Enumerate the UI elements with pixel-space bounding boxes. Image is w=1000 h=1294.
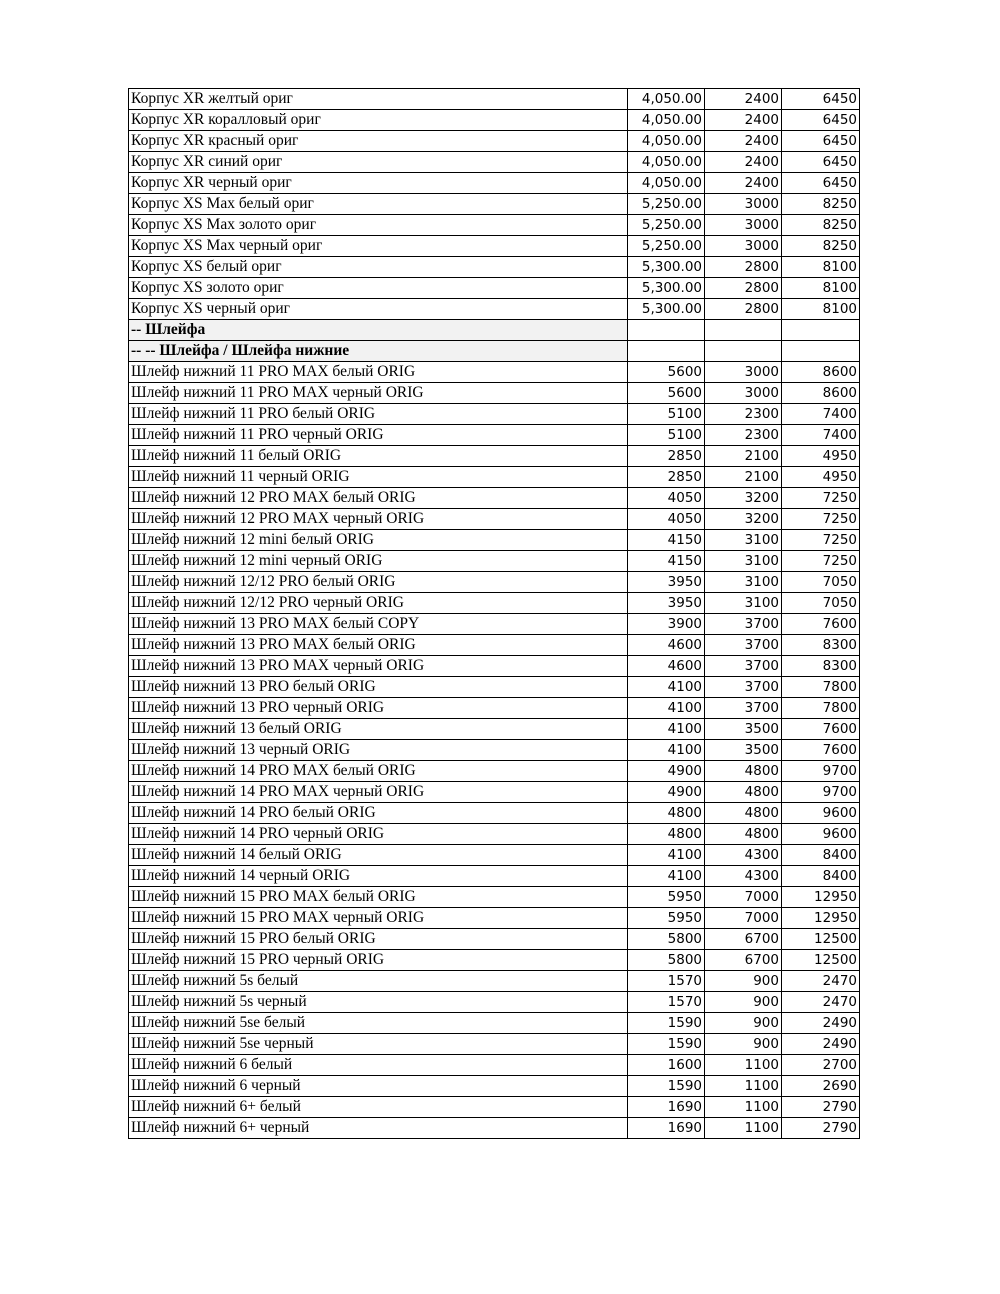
table-row bbox=[129, 89, 860, 110]
markup-cell: 3000 bbox=[705, 362, 782, 383]
section-header-row bbox=[129, 341, 860, 362]
markup-cell: 2400 bbox=[705, 110, 782, 131]
markup-cell: 900 bbox=[705, 971, 782, 992]
markup-cell: 3000 bbox=[705, 215, 782, 236]
total-cell: 7400 bbox=[782, 425, 860, 446]
total-cell: 8600 bbox=[782, 362, 860, 383]
table-row bbox=[129, 656, 860, 677]
price-cell: 4,050.00 bbox=[628, 89, 705, 110]
total-cell: 7600 bbox=[782, 719, 860, 740]
table-row bbox=[129, 152, 860, 173]
total-cell: 6450 bbox=[782, 173, 860, 194]
price-cell: 4100 bbox=[628, 740, 705, 761]
item-name-cell: Шлейф нижний 6 черный bbox=[129, 1076, 628, 1097]
markup-cell: 3700 bbox=[705, 698, 782, 719]
price-cell: 4900 bbox=[628, 761, 705, 782]
markup-cell: 900 bbox=[705, 1013, 782, 1034]
total-cell: 9600 bbox=[782, 824, 860, 845]
markup-cell: 3200 bbox=[705, 509, 782, 530]
markup-cell: 2100 bbox=[705, 467, 782, 488]
price-cell: 5600 bbox=[628, 383, 705, 404]
total-cell: 7600 bbox=[782, 614, 860, 635]
item-name-cell: Корпус XS золото ориг bbox=[129, 278, 628, 299]
table-row bbox=[129, 992, 860, 1013]
table-row bbox=[129, 257, 860, 278]
price-cell: 5,300.00 bbox=[628, 278, 705, 299]
total-cell: 2490 bbox=[782, 1013, 860, 1034]
price-cell: 4050 bbox=[628, 509, 705, 530]
markup-cell: 2100 bbox=[705, 446, 782, 467]
table-row bbox=[129, 971, 860, 992]
markup-cell: 2800 bbox=[705, 278, 782, 299]
table-row bbox=[129, 824, 860, 845]
item-name-cell: Шлейф нижний 14 черный ORIG bbox=[129, 866, 628, 887]
markup-cell: 3700 bbox=[705, 614, 782, 635]
table-row bbox=[129, 425, 860, 446]
price-cell: 4800 bbox=[628, 803, 705, 824]
markup-cell: 3700 bbox=[705, 635, 782, 656]
price-cell: 5,300.00 bbox=[628, 299, 705, 320]
markup-cell: 3100 bbox=[705, 530, 782, 551]
total-cell: 6450 bbox=[782, 110, 860, 131]
table-row bbox=[129, 572, 860, 593]
markup-cell: 2400 bbox=[705, 131, 782, 152]
price-cell: 4100 bbox=[628, 677, 705, 698]
markup-cell: 1100 bbox=[705, 1097, 782, 1118]
table-row bbox=[129, 908, 860, 929]
item-name-cell: Шлейф нижний 11 PRO белый ORIG bbox=[129, 404, 628, 425]
item-name-cell: Шлейф нижний 13 PRO черный ORIG bbox=[129, 698, 628, 719]
table-row bbox=[129, 719, 860, 740]
item-name-cell: Шлейф нижний 5se черный bbox=[129, 1034, 628, 1055]
item-name-cell: Шлейф нижний 6+ черный bbox=[129, 1118, 628, 1139]
table-row bbox=[129, 551, 860, 572]
item-name-cell: Шлейф нижний 13 PRO MAX белый COPY bbox=[129, 614, 628, 635]
table-row bbox=[129, 1013, 860, 1034]
item-name-cell: Шлейф нижний 14 PRO белый ORIG bbox=[129, 803, 628, 824]
markup-cell: 1100 bbox=[705, 1118, 782, 1139]
price-cell bbox=[628, 341, 705, 362]
table-row bbox=[129, 614, 860, 635]
table-row bbox=[129, 1034, 860, 1055]
markup-cell: 3700 bbox=[705, 656, 782, 677]
price-cell: 5800 bbox=[628, 929, 705, 950]
price-cell: 4150 bbox=[628, 530, 705, 551]
total-cell: 8100 bbox=[782, 299, 860, 320]
price-cell: 4100 bbox=[628, 719, 705, 740]
item-name-cell: Шлейф нижний 12/12 PRO белый ORIG bbox=[129, 572, 628, 593]
price-cell: 4,050.00 bbox=[628, 110, 705, 131]
total-cell: 4950 bbox=[782, 467, 860, 488]
price-cell: 4,050.00 bbox=[628, 173, 705, 194]
total-cell: 2790 bbox=[782, 1097, 860, 1118]
item-name-cell: Шлейф нижний 11 PRO черный ORIG bbox=[129, 425, 628, 446]
item-name-cell: Шлейф нижний 14 PRO MAX белый ORIG bbox=[129, 761, 628, 782]
markup-cell: 3200 bbox=[705, 488, 782, 509]
item-name-cell: Корпус XR синий ориг bbox=[129, 152, 628, 173]
item-name-cell: Корпус XS Max белый ориг bbox=[129, 194, 628, 215]
table-row bbox=[129, 929, 860, 950]
price-cell: 1590 bbox=[628, 1076, 705, 1097]
price-cell: 4600 bbox=[628, 656, 705, 677]
table-row bbox=[129, 635, 860, 656]
total-cell: 7050 bbox=[782, 572, 860, 593]
table-row bbox=[129, 446, 860, 467]
item-name-cell: Шлейф нижний 12 PRO MAX черный ORIG bbox=[129, 509, 628, 530]
price-cell: 5,300.00 bbox=[628, 257, 705, 278]
table-row bbox=[129, 215, 860, 236]
markup-cell: 4300 bbox=[705, 866, 782, 887]
table-row bbox=[129, 782, 860, 803]
markup-cell: 6700 bbox=[705, 929, 782, 950]
markup-cell: 2800 bbox=[705, 299, 782, 320]
item-name-cell: Шлейф нижний 11 PRO MAX белый ORIG bbox=[129, 362, 628, 383]
table-row bbox=[129, 677, 860, 698]
total-cell: 7250 bbox=[782, 530, 860, 551]
item-name-cell: Шлейф нижний 15 PRO MAX черный ORIG bbox=[129, 908, 628, 929]
table-row bbox=[129, 404, 860, 425]
total-cell: 12500 bbox=[782, 950, 860, 971]
price-cell: 5100 bbox=[628, 425, 705, 446]
item-name-cell: Корпус XS черный ориг bbox=[129, 299, 628, 320]
table-row bbox=[129, 110, 860, 131]
total-cell: 7600 bbox=[782, 740, 860, 761]
price-cell: 4100 bbox=[628, 698, 705, 719]
total-cell: 6450 bbox=[782, 89, 860, 110]
total-cell: 2690 bbox=[782, 1076, 860, 1097]
table-row bbox=[129, 740, 860, 761]
price-cell: 4100 bbox=[628, 845, 705, 866]
item-name-cell: Шлейф нижний 5s белый bbox=[129, 971, 628, 992]
markup-cell: 3000 bbox=[705, 194, 782, 215]
table-row bbox=[129, 467, 860, 488]
price-cell bbox=[628, 320, 705, 341]
total-cell: 12950 bbox=[782, 908, 860, 929]
markup-cell: 3700 bbox=[705, 677, 782, 698]
markup-cell: 3100 bbox=[705, 593, 782, 614]
price-cell: 5600 bbox=[628, 362, 705, 383]
table-row bbox=[129, 1076, 860, 1097]
total-cell: 2470 bbox=[782, 971, 860, 992]
markup-cell: 2400 bbox=[705, 152, 782, 173]
item-name-cell: Шлейф нижний 15 PRO черный ORIG bbox=[129, 950, 628, 971]
markup-cell: 2300 bbox=[705, 404, 782, 425]
markup-cell bbox=[705, 320, 782, 341]
table-row bbox=[129, 362, 860, 383]
table-row bbox=[129, 1097, 860, 1118]
item-name-cell: Шлейф нижний 11 черный ORIG bbox=[129, 467, 628, 488]
item-name-cell: Корпус XS Max золото ориг bbox=[129, 215, 628, 236]
price-cell: 1570 bbox=[628, 971, 705, 992]
markup-cell: 7000 bbox=[705, 908, 782, 929]
item-name-cell: Шлейф нижний 14 белый ORIG bbox=[129, 845, 628, 866]
markup-cell: 4800 bbox=[705, 761, 782, 782]
total-cell: 8600 bbox=[782, 383, 860, 404]
total-cell: 8300 bbox=[782, 656, 860, 677]
price-cell: 5,250.00 bbox=[628, 236, 705, 257]
total-cell: 9700 bbox=[782, 782, 860, 803]
item-name-cell: Шлейф нижний 12 mini черный ORIG bbox=[129, 551, 628, 572]
table-row bbox=[129, 845, 860, 866]
table-row bbox=[129, 761, 860, 782]
markup-cell: 3500 bbox=[705, 719, 782, 740]
item-name-cell: Корпус XS белый ориг bbox=[129, 257, 628, 278]
total-cell: 9600 bbox=[782, 803, 860, 824]
total-cell: 7400 bbox=[782, 404, 860, 425]
total-cell: 2490 bbox=[782, 1034, 860, 1055]
markup-cell: 4800 bbox=[705, 782, 782, 803]
price-cell: 5950 bbox=[628, 887, 705, 908]
item-name-cell: Корпус XR красный ориг bbox=[129, 131, 628, 152]
price-cell: 4800 bbox=[628, 824, 705, 845]
price-table bbox=[128, 88, 860, 1139]
total-cell: 8100 bbox=[782, 278, 860, 299]
markup-cell: 4800 bbox=[705, 803, 782, 824]
total-cell: 8100 bbox=[782, 257, 860, 278]
price-cell: 3950 bbox=[628, 572, 705, 593]
price-cell: 4050 bbox=[628, 488, 705, 509]
markup-cell: 4300 bbox=[705, 845, 782, 866]
total-cell: 7250 bbox=[782, 551, 860, 572]
table-row bbox=[129, 173, 860, 194]
markup-cell: 3000 bbox=[705, 236, 782, 257]
price-cell: 5950 bbox=[628, 908, 705, 929]
markup-cell: 3100 bbox=[705, 551, 782, 572]
table-row bbox=[129, 131, 860, 152]
item-name-cell: Шлейф нижний 11 белый ORIG bbox=[129, 446, 628, 467]
markup-cell: 2400 bbox=[705, 89, 782, 110]
markup-cell: 4800 bbox=[705, 824, 782, 845]
total-cell: 12500 bbox=[782, 929, 860, 950]
price-cell: 4900 bbox=[628, 782, 705, 803]
price-cell: 3950 bbox=[628, 593, 705, 614]
total-cell: 6450 bbox=[782, 152, 860, 173]
total-cell: 12950 bbox=[782, 887, 860, 908]
price-cell: 1690 bbox=[628, 1097, 705, 1118]
price-cell: 1590 bbox=[628, 1013, 705, 1034]
table-row bbox=[129, 866, 860, 887]
total-cell: 8250 bbox=[782, 194, 860, 215]
table-row bbox=[129, 593, 860, 614]
price-table-body bbox=[129, 89, 860, 1139]
markup-cell: 3500 bbox=[705, 740, 782, 761]
price-cell: 1590 bbox=[628, 1034, 705, 1055]
price-cell: 2850 bbox=[628, 467, 705, 488]
total-cell: 2790 bbox=[782, 1118, 860, 1139]
markup-cell: 3100 bbox=[705, 572, 782, 593]
item-name-cell: Шлейф нижний 12 PRO MAX белый ORIG bbox=[129, 488, 628, 509]
table-row bbox=[129, 299, 860, 320]
markup-cell: 900 bbox=[705, 992, 782, 1013]
total-cell: 8400 bbox=[782, 845, 860, 866]
total-cell: 9700 bbox=[782, 761, 860, 782]
table-row bbox=[129, 887, 860, 908]
price-cell: 1690 bbox=[628, 1118, 705, 1139]
item-name-cell: Шлейф нижний 12 mini белый ORIG bbox=[129, 530, 628, 551]
price-cell: 2850 bbox=[628, 446, 705, 467]
item-name-cell: Корпус XR коралловый ориг bbox=[129, 110, 628, 131]
price-cell: 1570 bbox=[628, 992, 705, 1013]
price-cell: 4100 bbox=[628, 866, 705, 887]
price-cell: 4,050.00 bbox=[628, 152, 705, 173]
table-row bbox=[129, 278, 860, 299]
item-name-cell: Шлейф нижний 13 PRO MAX белый ORIG bbox=[129, 635, 628, 656]
item-name-cell: Шлейф нижний 11 PRO MAX черный ORIG bbox=[129, 383, 628, 404]
item-name-cell: Шлейф нижний 5se белый bbox=[129, 1013, 628, 1034]
item-name-cell: -- -- Шлейфа / Шлейфа нижние bbox=[129, 341, 628, 362]
item-name-cell: Корпус XR желтый ориг bbox=[129, 89, 628, 110]
markup-cell: 2800 bbox=[705, 257, 782, 278]
price-cell: 5800 bbox=[628, 950, 705, 971]
item-name-cell: Шлейф нижний 14 PRO MAX черный ORIG bbox=[129, 782, 628, 803]
price-cell: 3900 bbox=[628, 614, 705, 635]
total-cell: 7050 bbox=[782, 593, 860, 614]
table-row bbox=[129, 236, 860, 257]
price-cell: 4150 bbox=[628, 551, 705, 572]
item-name-cell: Корпус XR черный ориг bbox=[129, 173, 628, 194]
item-name-cell: Шлейф нижний 5s черный bbox=[129, 992, 628, 1013]
item-name-cell: Шлейф нижний 6+ белый bbox=[129, 1097, 628, 1118]
total-cell: 7250 bbox=[782, 488, 860, 509]
total-cell: 7800 bbox=[782, 677, 860, 698]
markup-cell: 7000 bbox=[705, 887, 782, 908]
item-name-cell: Корпус XS Max черный ориг bbox=[129, 236, 628, 257]
total-cell: 8250 bbox=[782, 236, 860, 257]
markup-cell: 2400 bbox=[705, 173, 782, 194]
markup-cell bbox=[705, 341, 782, 362]
markup-cell: 1100 bbox=[705, 1055, 782, 1076]
table-row bbox=[129, 194, 860, 215]
total-cell: 2700 bbox=[782, 1055, 860, 1076]
price-cell: 5,250.00 bbox=[628, 194, 705, 215]
total-cell: 7250 bbox=[782, 509, 860, 530]
markup-cell: 2300 bbox=[705, 425, 782, 446]
total-cell: 8400 bbox=[782, 866, 860, 887]
item-name-cell: Шлейф нижний 15 PRO MAX белый ORIG bbox=[129, 887, 628, 908]
markup-cell: 900 bbox=[705, 1034, 782, 1055]
price-cell: 4,050.00 bbox=[628, 131, 705, 152]
total-cell: 2470 bbox=[782, 992, 860, 1013]
total-cell: 8300 bbox=[782, 635, 860, 656]
table-row bbox=[129, 488, 860, 509]
item-name-cell: Шлейф нижний 13 PRO MAX черный ORIG bbox=[129, 656, 628, 677]
table-row bbox=[129, 950, 860, 971]
table-row bbox=[129, 509, 860, 530]
price-cell: 1600 bbox=[628, 1055, 705, 1076]
total-cell: 6450 bbox=[782, 131, 860, 152]
table-row bbox=[129, 803, 860, 824]
section-header-row bbox=[129, 320, 860, 341]
price-cell: 5,250.00 bbox=[628, 215, 705, 236]
price-cell: 5100 bbox=[628, 404, 705, 425]
table-row bbox=[129, 1118, 860, 1139]
table-row bbox=[129, 1055, 860, 1076]
markup-cell: 3000 bbox=[705, 383, 782, 404]
item-name-cell: Шлейф нижний 13 белый ORIG bbox=[129, 719, 628, 740]
price-cell: 4600 bbox=[628, 635, 705, 656]
markup-cell: 1100 bbox=[705, 1076, 782, 1097]
markup-cell: 6700 bbox=[705, 950, 782, 971]
item-name-cell: Шлейф нижний 6 белый bbox=[129, 1055, 628, 1076]
total-cell: 8250 bbox=[782, 215, 860, 236]
item-name-cell: Шлейф нижний 13 черный ORIG bbox=[129, 740, 628, 761]
table-row bbox=[129, 530, 860, 551]
item-name-cell: Шлейф нижний 15 PRO белый ORIG bbox=[129, 929, 628, 950]
item-name-cell: Шлейф нижний 12/12 PRO черный ORIG bbox=[129, 593, 628, 614]
item-name-cell: Шлейф нижний 13 PRO белый ORIG bbox=[129, 677, 628, 698]
item-name-cell: -- Шлейфа bbox=[129, 320, 628, 341]
total-cell: 7800 bbox=[782, 698, 860, 719]
total-cell bbox=[782, 320, 860, 341]
table-row bbox=[129, 698, 860, 719]
total-cell bbox=[782, 341, 860, 362]
total-cell: 4950 bbox=[782, 446, 860, 467]
item-name-cell: Шлейф нижний 14 PRO черный ORIG bbox=[129, 824, 628, 845]
table-row bbox=[129, 383, 860, 404]
